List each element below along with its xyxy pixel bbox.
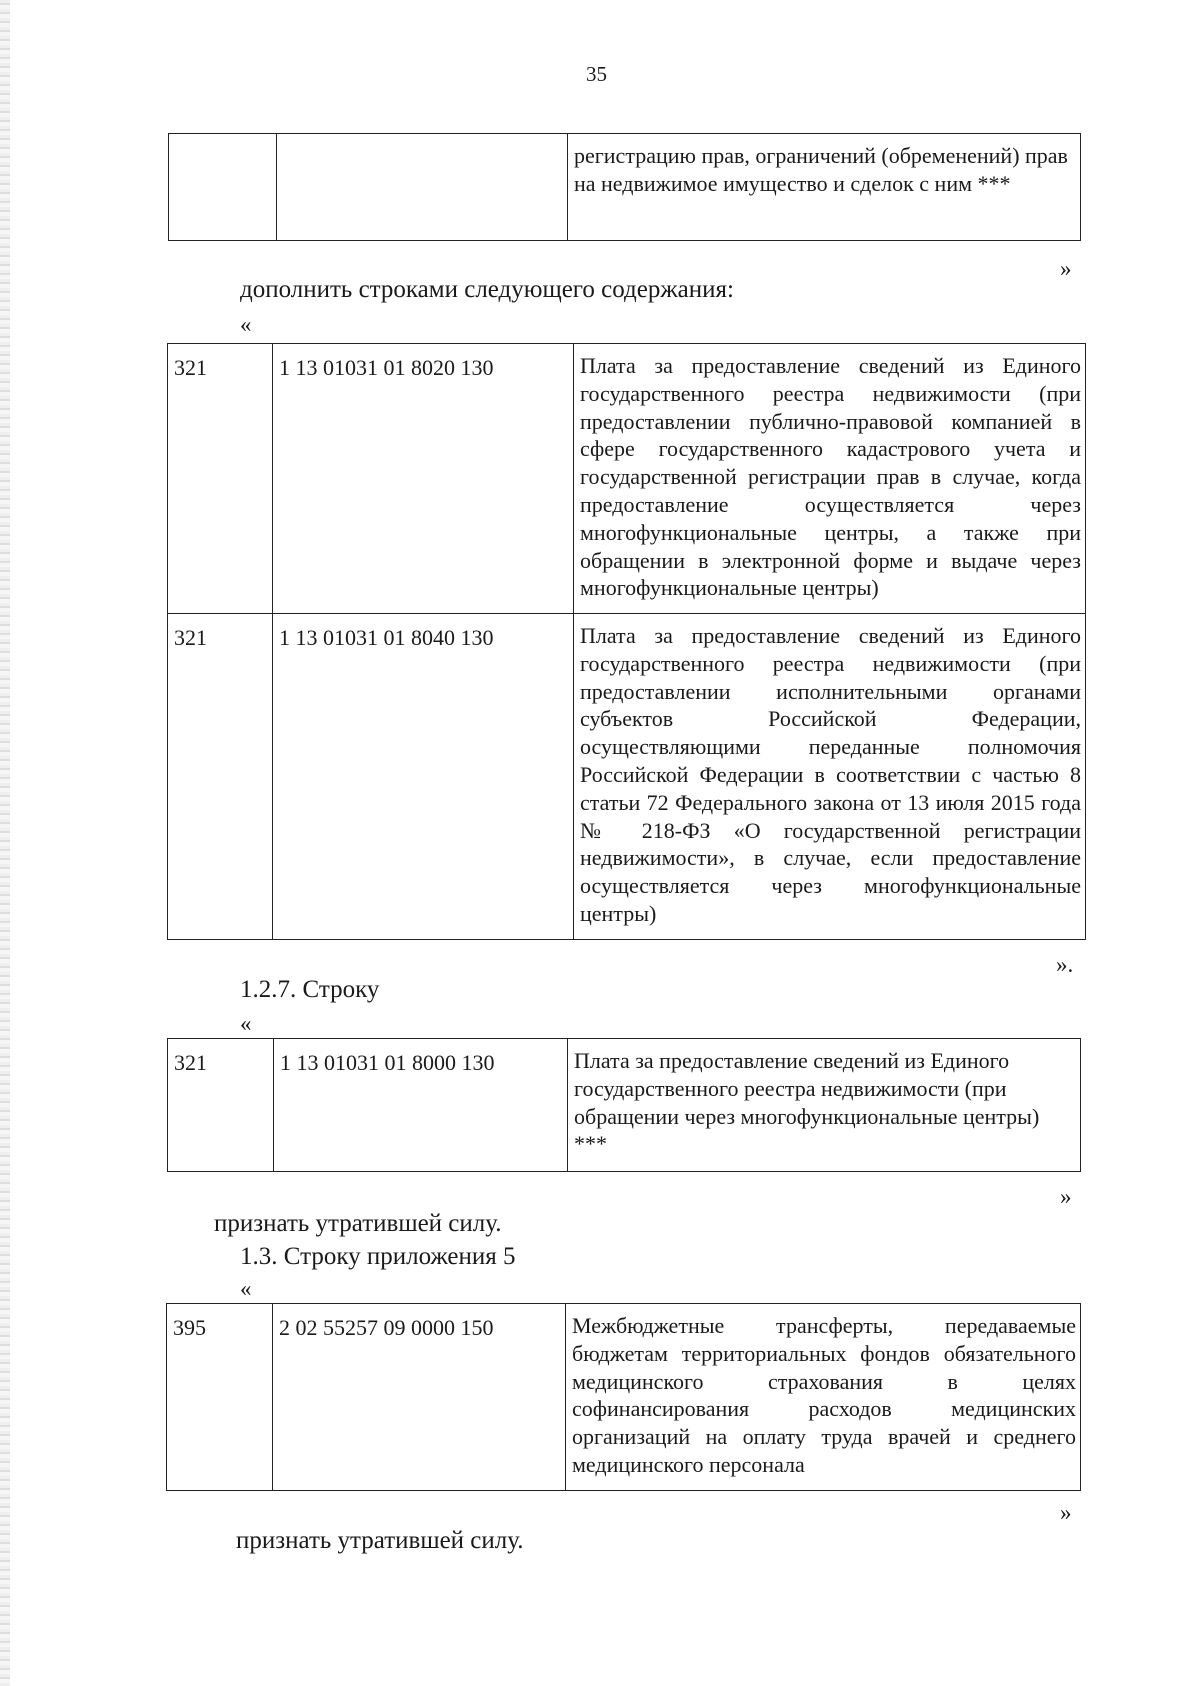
open-quote: «: [240, 1276, 252, 1301]
cell-number: 395: [167, 1304, 273, 1491]
cell-number: 321: [168, 614, 273, 940]
cell-number: [169, 134, 277, 241]
close-quote: »: [1060, 1184, 1072, 1209]
cell-code: 2 02 55257 09 0000 150: [273, 1304, 566, 1491]
table-row-1-3: [166, 1303, 1081, 1491]
cell-description: Плата за предоставление сведений из Единого государственного реестра недвижимости (при обращении через многофункциональные центры) ***: [568, 1039, 1081, 1172]
table-row: [168, 1039, 1081, 1172]
cell-code: [277, 134, 568, 241]
cell-code: 1 13 01031 01 8020 130: [273, 344, 574, 614]
close-quote: ».: [1056, 952, 1074, 977]
paragraph-1-2-7: 1.2.7. Строку: [240, 976, 380, 1003]
cell-description: регистрацию прав, ограничений (обременений) прав на недвижимое имущество и сделок с ним ***: [568, 134, 1081, 241]
cell-description: Плата за предоставление сведений из Единого государственного реестра недвижимости (при предоставлении публично-правовой компанией в сфере государственного кадастрового учета и государственной регистрации прав в случае, когда предоставление осуществляется через многофункциональные центры, а также при обращении в электронной форме и выдаче через многофункциональные центры): [574, 344, 1086, 614]
scan-edge: [0, 0, 10, 1686]
table-row: [168, 614, 1086, 940]
table-added-rows: [167, 343, 1086, 940]
open-quote: «: [240, 1011, 252, 1036]
table-row: [169, 134, 1081, 241]
paragraph-add-rows: дополнить строками следующего содержания:: [240, 276, 734, 303]
cell-number: 321: [168, 344, 273, 614]
cell-description: Межбюджетные трансферты, передаваемые бюджетам территориальных фондов обязательного медицинского страхования в целях софинансирования расходов медицинских организаций на оплату труда врачей и среднего медицинского персонала: [566, 1304, 1081, 1491]
close-quote: »: [1060, 1500, 1072, 1525]
table-row: [168, 344, 1086, 614]
paragraph-1-3: 1.3. Строку приложения 5: [240, 1243, 516, 1270]
table-row: [167, 1304, 1081, 1491]
paragraph-invalidated: признать утратившей силу.: [214, 1210, 502, 1237]
cell-number: 321: [168, 1039, 274, 1172]
table-row-1-2-7: [167, 1038, 1081, 1172]
open-quote: «: [240, 312, 252, 337]
cell-code: 1 13 01031 01 8000 130: [274, 1039, 568, 1172]
page-number: 35: [586, 62, 607, 86]
table-continuation: [168, 133, 1081, 241]
close-quote: »: [1060, 256, 1072, 281]
cell-description: Плата за предоставление сведений из Единого государственного реестра недвижимости (при предоставлении исполнительными органами субъектов Российской Федерации, осуществляющими переданные полномочия Российской Федерации в соответствии с частью 8 статьи 72 Федерального закона от 13 июля 2015 года № 218-ФЗ «О государственной регистрации недвижимости», в случае, если предоставление осуществляется через многофункциональные центры): [574, 614, 1086, 940]
cell-code: 1 13 01031 01 8040 130: [273, 614, 574, 940]
paragraph-invalidated-2: признать утратившей силу.: [236, 1527, 524, 1554]
